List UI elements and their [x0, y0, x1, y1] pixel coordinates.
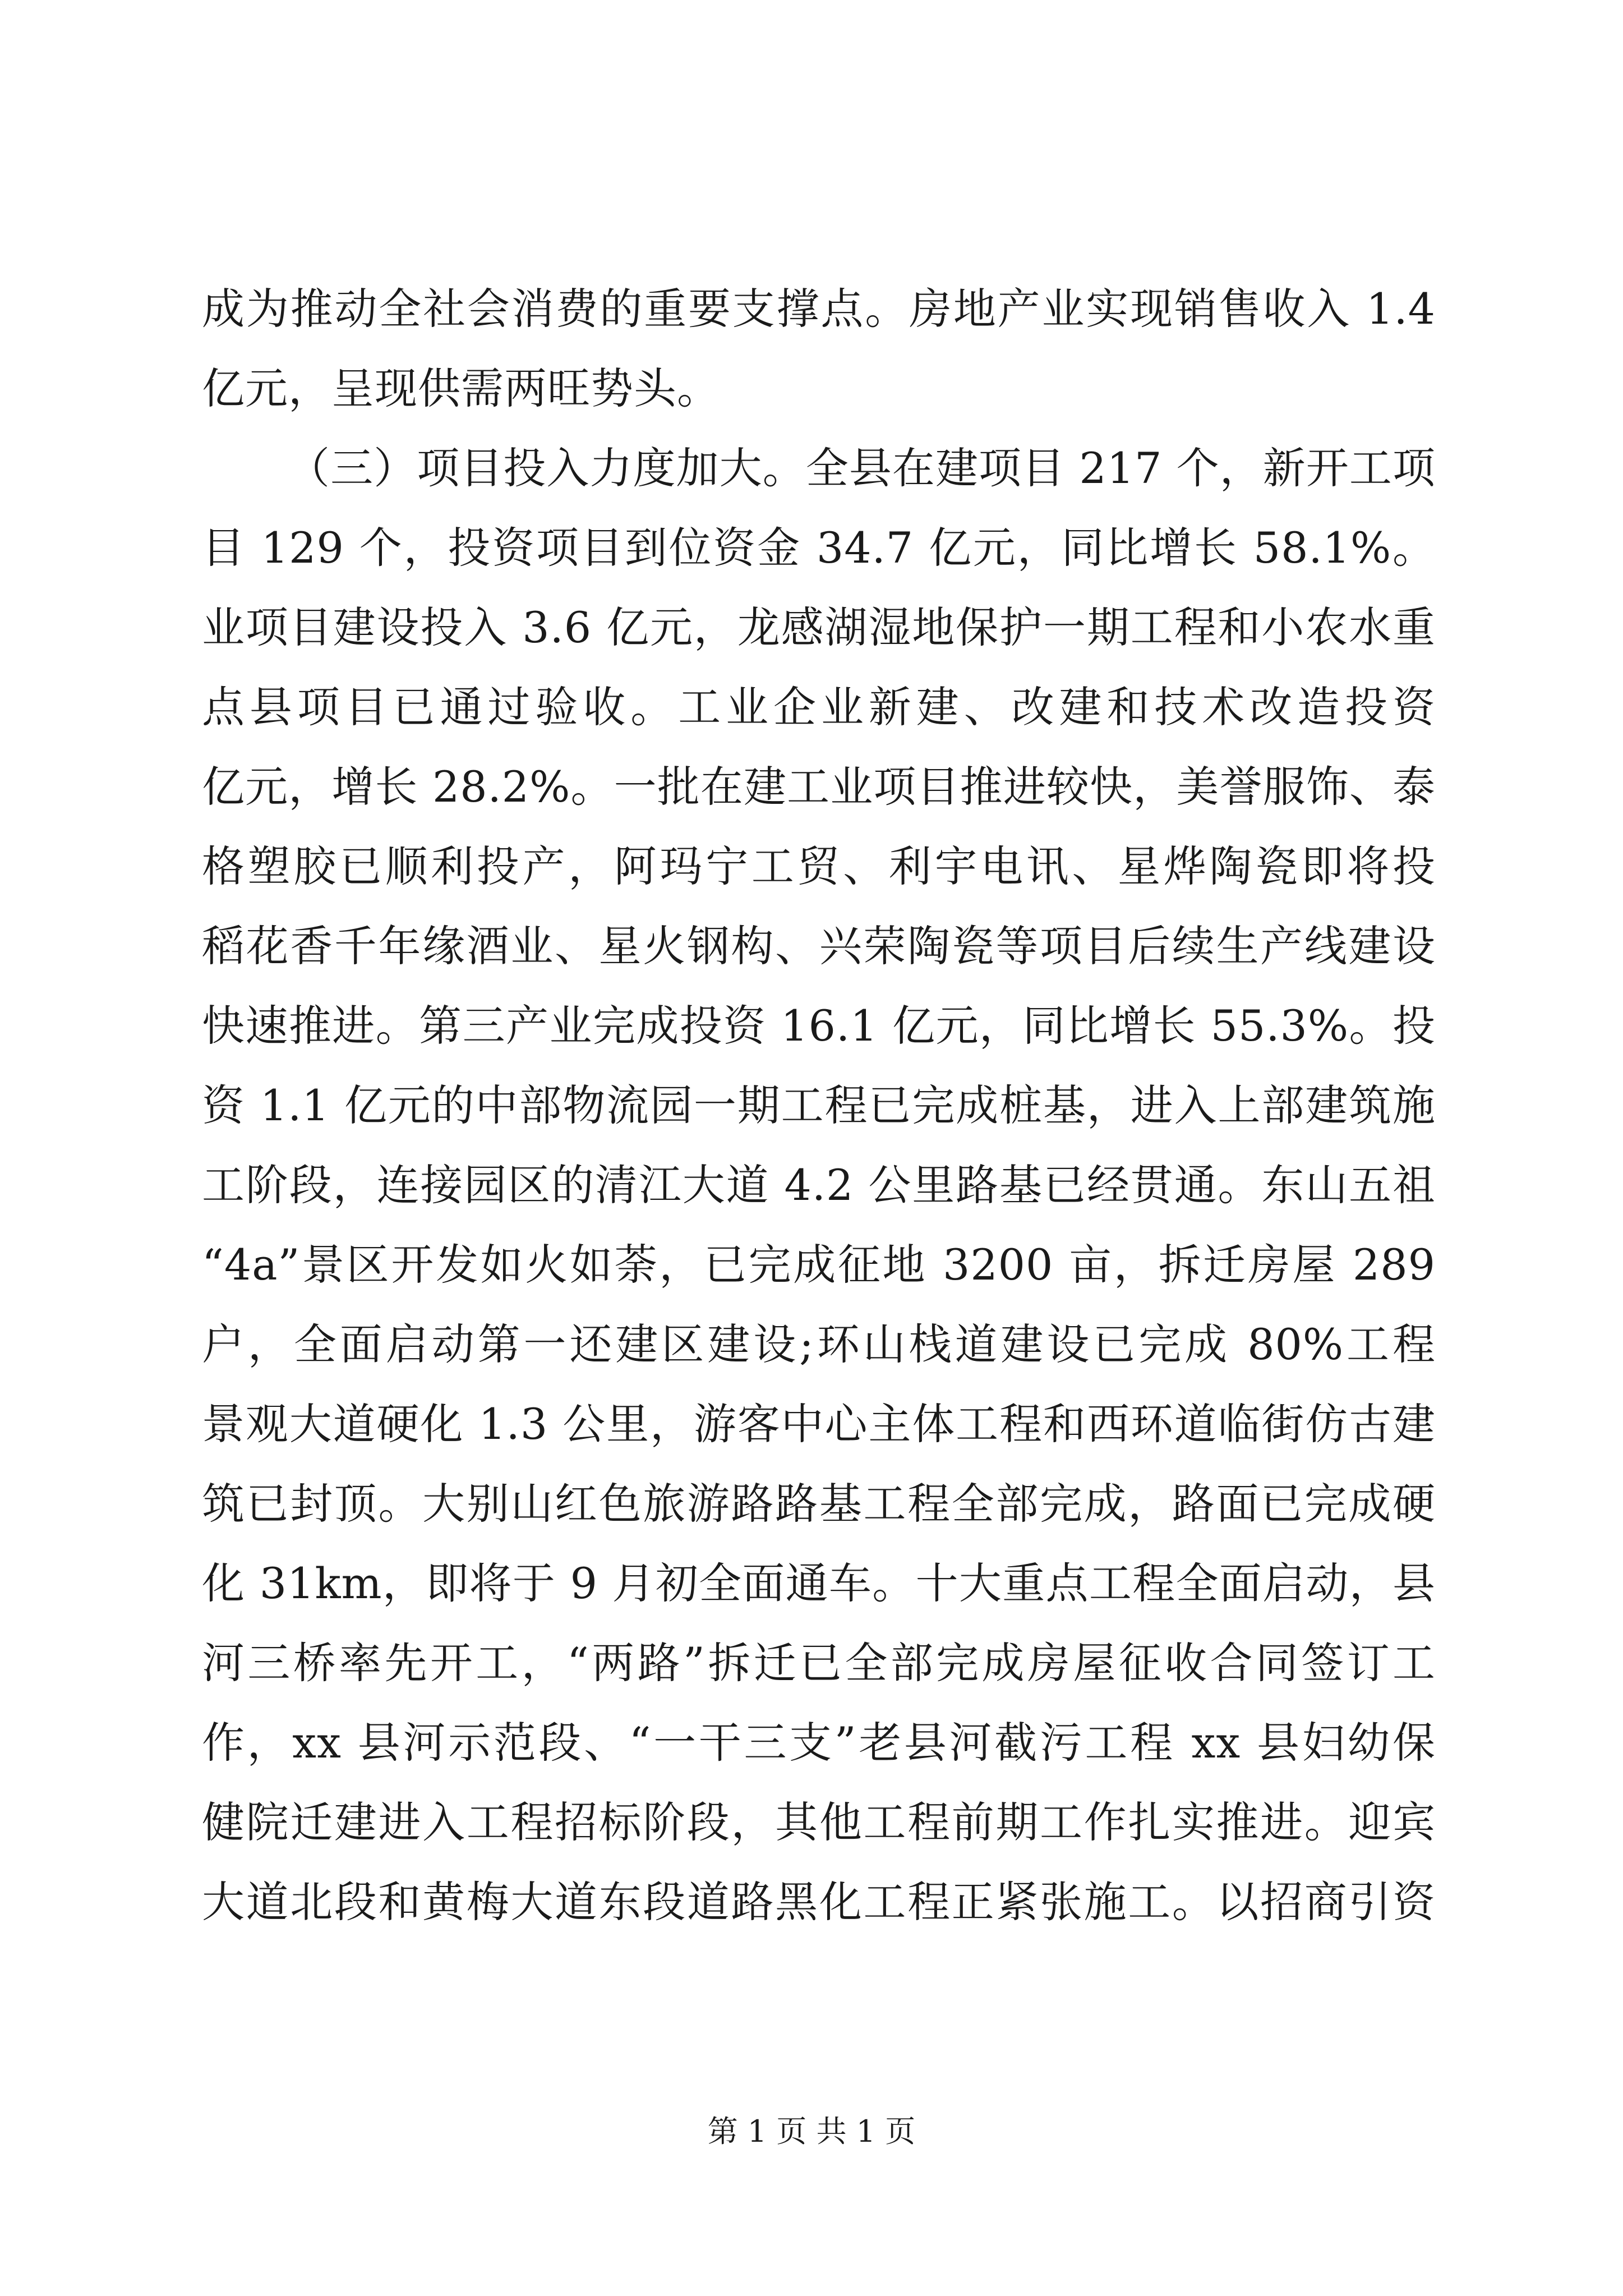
text-line: 河三桥率先开工，“两路”拆迁已全部完成房屋征收合同签订工 [202, 1638, 1436, 1688]
text-line: 快速推进。第三产业完成投资 16.1 亿元，同比增长 55.3%。投 [202, 1001, 1436, 1051]
text-line: 成为推动全社会消费的重要支撑点。房地产业实现销售收入 1.4 [202, 284, 1436, 334]
text-line: 作，xx 县河示范段、“一干三支”老县河截污工程 xx 县妇幼保 [202, 1718, 1436, 1768]
text-line: 业项目建设投入 3.6 亿元，龙感湖湿地保护一期工程和小农水重 [202, 602, 1436, 652]
text-line: 工阶段，连接园区的清江大道 4.2 公里路基已经贯通。东山五祖 [202, 1160, 1436, 1210]
text-line: 户，全面启动第一还建区建设;环山栈道建设已完成 80%工程 [202, 1319, 1436, 1369]
text-line: 筑已封顶。大别山红色旅游路路基工程全部完成，路面已完成硬 [202, 1479, 1436, 1529]
text-line: 亿元，增长 28.2%。一批在建工业项目推进较快，美誉服饰、泰 [202, 762, 1436, 812]
text-line: “4a”景区开发如火如荼，已完成征地 3200 亩，拆迁房屋 289 [202, 1240, 1436, 1290]
section-heading-line: （三）项目投入力度加大。全县在建项目 217 个，新开工项 [287, 443, 1436, 493]
text-line: 资 1.1 亿元的中部物流园一期工程已完成桩基，进入上部建筑施 [202, 1080, 1436, 1130]
page-footer [0, 2112, 1623, 2151]
text-line: 大道北段和黄梅大道东段道路黑化工程正紧张施工。以招商引资 [202, 1877, 1436, 1927]
page-number-label: 第 1 页 共 1 页 [707, 2114, 916, 2149]
text-line: 亿元，呈现供需两旺势头。 [202, 364, 720, 413]
text-line: 健院迁建进入工程招标阶段，其他工程前期工作扎实推进。迎宾 [202, 1797, 1436, 1847]
text-line: 化 31km，即将于 9 月初全面通车。十大重点工程全面启动，县 [202, 1558, 1436, 1608]
text-line: 稻花香千年缘酒业、星火钢构、兴荣陶瓷等项目后续生产线建设 [202, 921, 1436, 971]
body-text [202, 269, 1436, 1942]
text-line: 景观大道硬化 1.3 公里，游客中心主体工程和西环道临街仿古建 [202, 1399, 1436, 1449]
text-line: 格塑胶已顺利投产，阿玛宁工贸、利宇电讯、星烨陶瓷即将投 [202, 841, 1436, 891]
text-line: 点县项目已通过验收。工业企业新建、改建和技术改造投资 [202, 682, 1436, 732]
text-line: 目 129 个，投资项目到位资金 34.7 亿元，同比增长 58.1%。 [202, 523, 1436, 573]
